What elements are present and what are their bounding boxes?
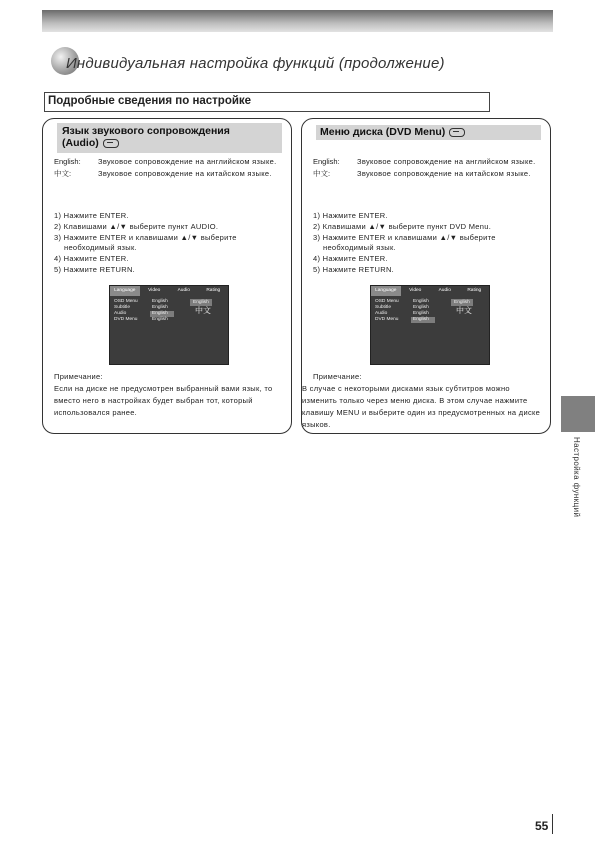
screen-tab: Audio <box>438 288 451 293</box>
language-item <box>54 157 284 168</box>
menu-screen-illustration <box>370 285 490 365</box>
step: 3) Нажмите ENTER и клавишами ▲/▼ выберите <box>54 232 237 242</box>
language-description: Звуковое сопровождение на китайском языке. <box>357 168 531 178</box>
side-tab-marker <box>561 396 595 432</box>
step: 4) Нажмите ENTER. <box>313 254 388 264</box>
audio-heading <box>57 123 282 153</box>
screen-tab: Video <box>409 288 422 293</box>
screen-row <box>114 317 228 323</box>
note-text: В случае с некоторыми дисками язык субтитров можно изменить только через меню диска. В этом случае нажмите клавишу MENU и выберите один из предусмотренных на диске языков. <box>302 384 541 429</box>
screen-row-value: English <box>413 305 429 310</box>
step: 4) Нажмите ENTER. <box>54 254 129 264</box>
page-title: Индивидуальная настройка функций (продолжение) <box>66 55 445 72</box>
language-key: 中文: <box>54 168 72 178</box>
screen-row-label: OSD Menu <box>375 299 399 304</box>
step: необходимый язык. <box>323 243 396 253</box>
screen-tab: Rating <box>206 288 221 293</box>
dvd-disc-icon <box>103 139 119 148</box>
screen-row-value: English <box>413 299 429 304</box>
screen-tab: Audio <box>177 288 190 293</box>
screen-row-label: DVD Menu <box>114 317 138 322</box>
step: 5) Нажмите RETURN. <box>54 264 136 274</box>
screen-row-label: Audio <box>114 311 127 316</box>
screen-row-value: English <box>152 317 168 322</box>
step: 1) Нажмите ENTER. <box>54 211 129 220</box>
step: необходимый язык. <box>64 243 137 253</box>
language-description: Звуковое сопровождение на китайском языке. <box>98 168 272 178</box>
language-item <box>313 157 545 168</box>
screen-tab: Rating <box>467 288 482 293</box>
screen-tab: Language <box>371 286 401 296</box>
menu-screen-illustration <box>109 285 229 365</box>
dvd-menu-language-box <box>301 118 551 434</box>
audio-language-box <box>42 118 292 434</box>
screen-tab: Language <box>110 286 140 296</box>
language-list <box>313 157 545 180</box>
page-number: 55 <box>535 819 549 833</box>
audio-heading-line2: (Audio) <box>62 137 99 149</box>
screen-tab: Video <box>148 288 161 293</box>
screen-tabs <box>371 286 489 296</box>
screen-popup-option: English <box>190 299 212 306</box>
page-number-rule <box>552 814 553 834</box>
screen-row-value: English <box>413 311 429 316</box>
screen-row-value: English <box>150 311 174 317</box>
screen-row-label: OSD Menu <box>114 299 138 304</box>
screen-row-label: Audio <box>375 311 388 316</box>
language-key: English: <box>54 157 81 166</box>
step: 2) Клавишами ▲/▼ выберите пункт AUDIO. <box>54 221 219 231</box>
audio-heading-line1: Язык звукового сопровождения <box>62 125 230 137</box>
screen-language-popup <box>190 299 212 315</box>
language-description: Звуковое сопровождение на английском языке. <box>98 157 277 166</box>
screen-row-label: DVD Menu <box>375 317 399 322</box>
screen-language-popup <box>451 299 473 315</box>
top-decorative-bar <box>42 10 553 32</box>
section-header: Подробные сведения по настройке <box>44 92 490 112</box>
step: 3) Нажмите ENTER и клавишами ▲/▼ выберите <box>313 232 496 242</box>
note-title: Примечание: <box>54 372 103 381</box>
screen-popup-option: 中文 <box>456 306 472 315</box>
step: 5) Нажмите RETURN. <box>313 264 395 274</box>
side-section-label: Настройка функций <box>572 437 581 518</box>
screen-row-label: Subtitle <box>375 305 391 310</box>
language-key: English: <box>313 157 340 166</box>
screen-row-label: Subtitle <box>114 305 130 310</box>
step: 1) Нажмите ENTER. <box>313 211 388 220</box>
screen-popup-option: English <box>451 299 473 306</box>
screen-row-value: English <box>411 317 435 323</box>
note-text: Если на диске не предусмотрен выбранный вами язык, то вместо него в настройках будет выбран тот, который использовался ранее. <box>54 384 273 417</box>
dvd-menu-heading <box>316 125 541 140</box>
screen-row <box>375 317 489 323</box>
dvd-menu-heading-text: Меню диска (DVD Menu) <box>320 126 446 138</box>
language-key: 中文: <box>313 168 331 178</box>
steps-list <box>54 211 286 276</box>
language-item <box>313 169 545 180</box>
steps-list <box>313 211 545 276</box>
language-description: Звуковое сопровождение на английском языке. <box>357 157 536 166</box>
screen-row-value: English <box>152 305 168 310</box>
screen-row-value: English <box>152 299 168 304</box>
language-item <box>54 169 284 180</box>
note-title: Примечание: <box>313 372 362 381</box>
step: 2) Клавишами ▲/▼ выберите пункт DVD Menu. <box>313 221 492 231</box>
screen-tabs <box>110 286 228 296</box>
language-list <box>54 157 284 180</box>
screen-popup-option: 中文 <box>195 306 211 315</box>
dvd-disc-icon <box>449 128 465 137</box>
